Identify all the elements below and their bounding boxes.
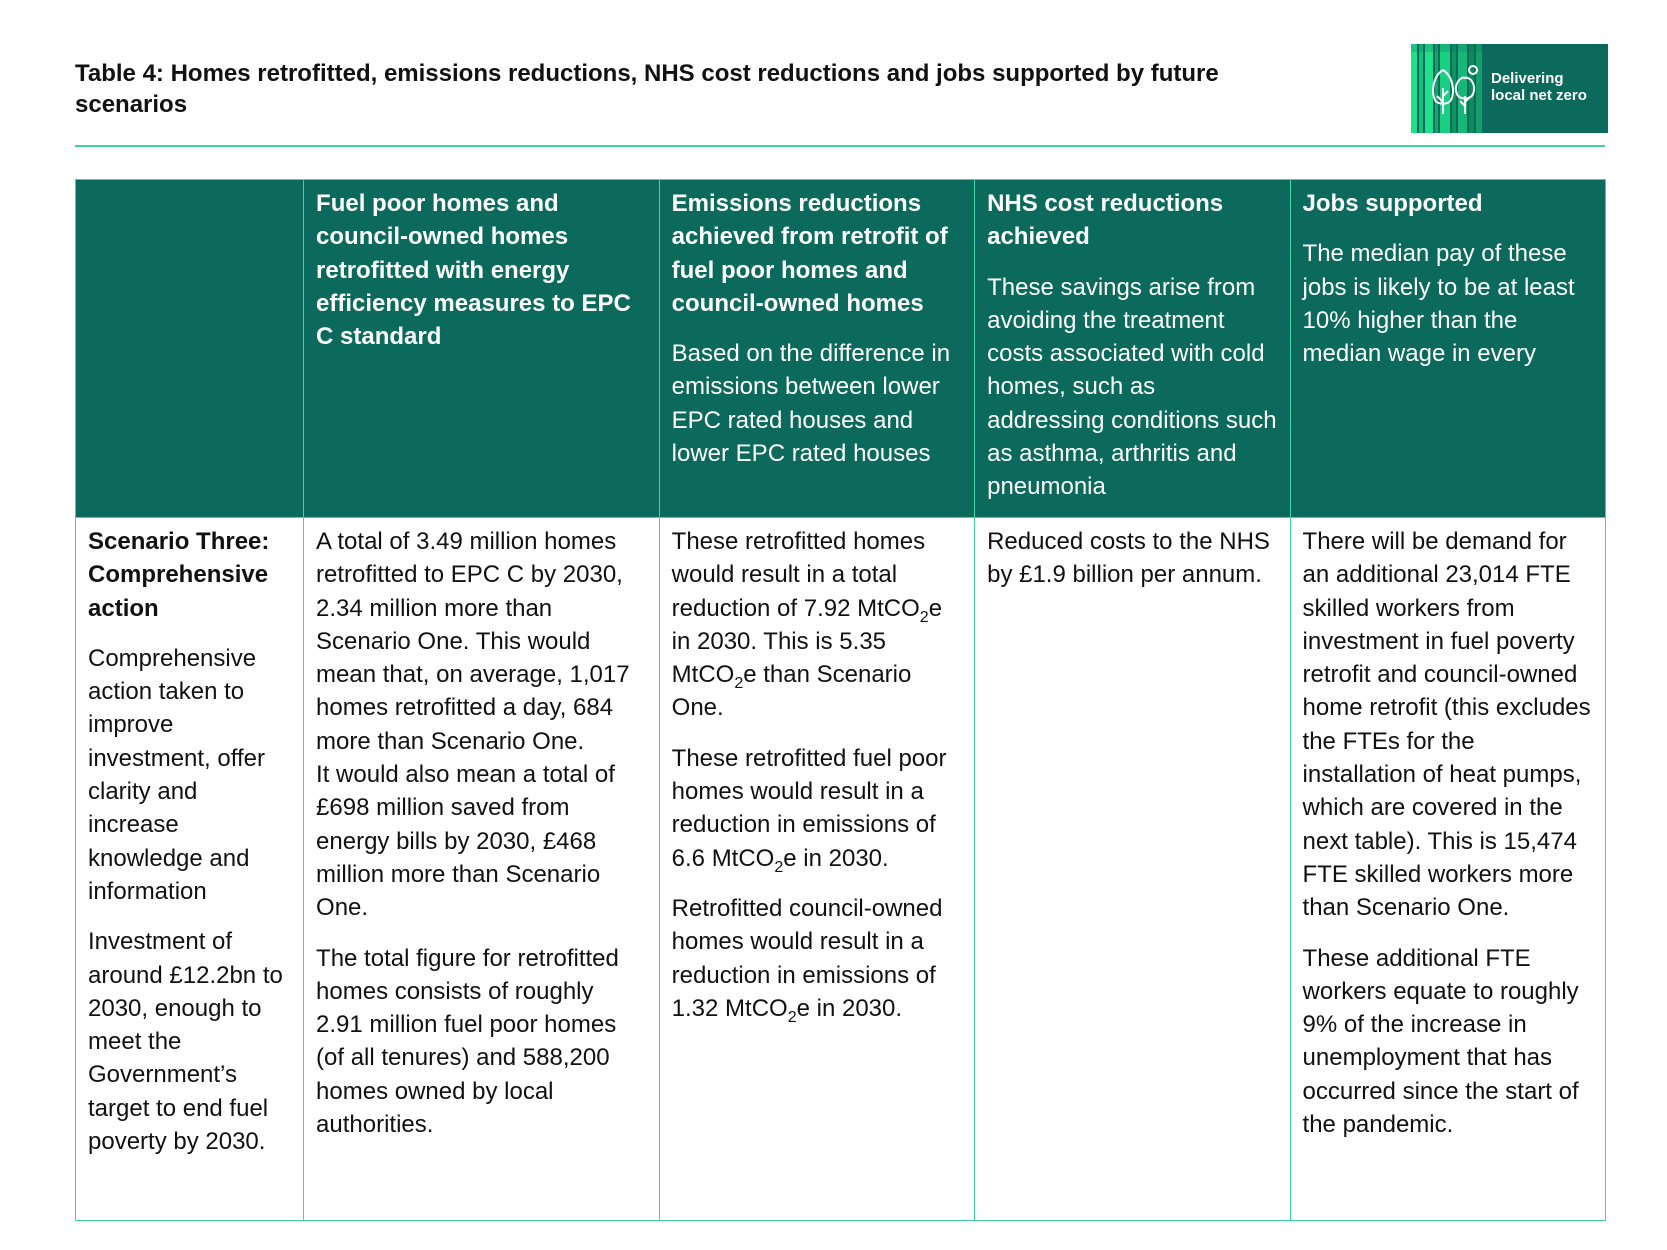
jobs-paragraph-1: There will be demand for an additional 23,014 FTE skilled workers from investment in fuel poverty retrofit and council-owned home retrofit (this excludes the FTEs for the installation of heat pumps, which are covered in the next table). This is 15,474 FTE skilled workers more than Scenario One. bbox=[1302, 528, 1591, 922]
subscript-2: 2 bbox=[919, 608, 929, 626]
header-cell-jobs bbox=[1290, 180, 1605, 518]
header-cell-empty bbox=[76, 180, 304, 518]
header-title: NHS cost reductions achieved bbox=[987, 190, 1224, 251]
scenario-table bbox=[75, 179, 1606, 1221]
jobs-cell bbox=[1290, 518, 1605, 1221]
header-cell-emissions bbox=[659, 180, 974, 518]
header-subtitle: These savings arise from avoiding the treatment costs associated with cold homes, such as addressing conditions such as asthma, arthritis and pneumonia bbox=[987, 273, 1277, 501]
homes-paragraph-2: It would also mean a total of £698 million saved from energy bills by 2030, £468 million more than Scenario One. bbox=[316, 761, 615, 922]
emissions-text: e than Scenario One. bbox=[671, 661, 912, 722]
homes-paragraph-1: A total of 3.49 million homes retrofitted to EPC C by 2030, 2.34 million more than Scenario One. This would mean that, on average, 1,017 homes retrofitted a day, 684 more than Scenario One. bbox=[316, 528, 630, 755]
emissions-paragraph-3 bbox=[672, 892, 962, 1025]
header-subtitle: The median pay of these jobs is likely to be at least 10% higher than the median wage in every bbox=[1302, 240, 1575, 368]
emissions-paragraph-2 bbox=[672, 742, 962, 875]
table-row bbox=[76, 518, 1606, 1221]
logo-line-2: local net zero bbox=[1491, 87, 1587, 104]
emissions-text: e in 2030. This is 5.35 MtCO bbox=[671, 594, 943, 689]
nhs-cell bbox=[975, 518, 1290, 1221]
homes-cell bbox=[304, 518, 660, 1221]
page-title: Table 4: Homes retrofitted, emissions reductions, NHS cost reductions and jobs supported by future scenarios bbox=[75, 60, 1219, 118]
subscript-2: 2 bbox=[774, 858, 784, 876]
homes-paragraph-3: The total figure for retrofitted homes consists of roughly 2.91 million fuel poor homes (of all tenures) and 588,200 homes owned by local authorities. bbox=[316, 944, 619, 1139]
header-cell-homes-retrofitted bbox=[304, 180, 660, 518]
header-title: Jobs supported bbox=[1302, 190, 1483, 217]
scenario-investment: Investment of around £12.2bn to 2030, enough to meet the Government’s target to end fuel poverty by 2030. bbox=[88, 928, 283, 1156]
header-divider bbox=[75, 145, 1605, 147]
scenario-description: Comprehensive action taken to improve investment, offer clarity and increase knowledge and information bbox=[88, 644, 265, 905]
table-header-row bbox=[76, 180, 1606, 518]
emissions-text: Retrofitted council-owned homes would result in a reduction in emissions of 1.32 MtCO bbox=[671, 894, 943, 1022]
logo-line-1: Delivering bbox=[1491, 70, 1564, 87]
logo-text bbox=[1491, 70, 1587, 104]
jobs-paragraph-2: These additional FTE workers equate to roughly 9% of the increase in unemployment that has occurred since the start of the pandemic. bbox=[1302, 944, 1579, 1139]
emissions-text: These retrofitted fuel poor homes would result in a reduction in emissions of 6.6 MtCO bbox=[671, 744, 947, 872]
subscript-2: 2 bbox=[787, 1008, 797, 1026]
header-title: Fuel poor homes and council-owned homes retrofitted with energy efficiency measures to EPC C standard bbox=[316, 190, 631, 351]
scenario-cell bbox=[76, 518, 304, 1221]
trees-icon bbox=[1427, 62, 1483, 118]
header-subtitle: Based on the difference in emissions between lower EPC rated houses and lower EPC rated houses bbox=[671, 340, 951, 468]
emissions-cell bbox=[659, 518, 974, 1221]
header-title: Emissions reductions achieved from retrofit of fuel poor homes and council-owned homes bbox=[671, 190, 948, 317]
header-cell-nhs bbox=[975, 180, 1290, 518]
page-header bbox=[75, 58, 1305, 120]
emissions-text: e in 2030. bbox=[796, 994, 903, 1022]
emissions-paragraph-1 bbox=[672, 525, 962, 725]
subscript-2: 2 bbox=[734, 675, 744, 693]
emissions-text: These retrofitted homes would result in a total reduction of 7.92 MtCO bbox=[671, 528, 926, 622]
scenario-title: Scenario Three: Comprehensive action bbox=[88, 528, 270, 622]
nhs-paragraph-1: Reduced costs to the NHS by £1.9 billion per annum. bbox=[987, 528, 1270, 589]
delivering-local-net-zero-logo bbox=[1411, 44, 1608, 133]
emissions-text: e in 2030. bbox=[783, 844, 889, 872]
